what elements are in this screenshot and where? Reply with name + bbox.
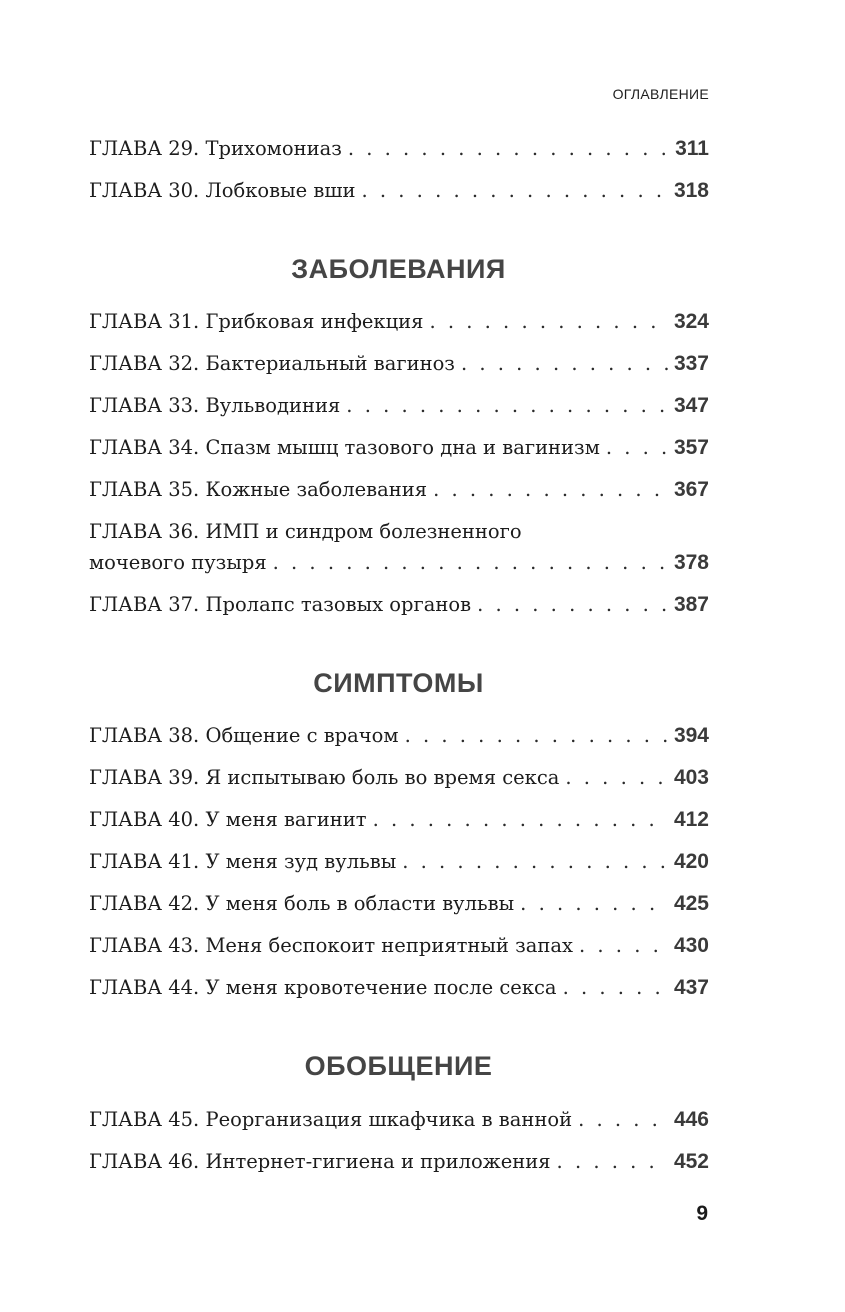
toc-entry-page: 378 <box>673 551 709 574</box>
toc-entry-46[interactable] <box>89 1150 709 1174</box>
toc-entry-35[interactable] <box>89 478 709 502</box>
dot-leader <box>557 1150 668 1174</box>
toc-entry-43[interactable] <box>89 934 709 958</box>
dot-leader <box>405 724 668 748</box>
toc-entry-title: мочевого пузыря <box>89 551 267 574</box>
toc-entry-title: ГЛАВА 34. Спазм мышц тазового дна и вагинизм <box>89 436 600 459</box>
toc-entry-page: 394 <box>673 724 709 747</box>
toc-entry-page: 357 <box>673 436 709 459</box>
toc-entry-36-line1[interactable]: ГЛАВА 36. ИМП и синдром болезненного <box>89 520 522 543</box>
toc-entry-title: ГЛАВА 46. Интернет-гигиена и приложения <box>89 1150 551 1173</box>
dot-leader <box>578 1108 668 1132</box>
toc-entry-36[interactable] <box>89 551 709 575</box>
dot-leader <box>433 478 668 502</box>
toc-entry-page: 425 <box>673 892 709 915</box>
toc-entry-page: 412 <box>673 808 709 831</box>
toc-entry-page: 311 <box>675 137 709 160</box>
toc-entry-title: ГЛАВА 38. Общение с врачом <box>89 724 399 747</box>
toc-entry-title: ГЛАВА 29. Трихомониаз <box>89 137 342 160</box>
toc-entry-title: ГЛАВА 43. Меня беспокоит неприятный запах <box>89 934 574 957</box>
dot-leader <box>348 137 669 161</box>
dot-leader <box>477 593 668 617</box>
toc-entry-41[interactable] <box>89 850 709 874</box>
toc-entry-title: ГЛАВА 45. Реорганизация шкафчика в ванной <box>89 1108 573 1131</box>
toc-entry-30[interactable] <box>89 179 709 203</box>
toc-entry-page: 452 <box>673 1150 709 1173</box>
toc-entry-title: ГЛАВА 31. Грибковая инфекция <box>89 310 424 333</box>
section-heading-diseases: ЗАБОЛЕВАНИЯ <box>291 254 506 284</box>
dot-leader <box>579 934 668 958</box>
toc-entry-title: ГЛАВА 33. Вульводиния <box>89 394 341 417</box>
toc-entry-42[interactable] <box>89 892 709 916</box>
toc-entry-title: ГЛАВА 35. Кожные заболевания <box>89 478 428 501</box>
toc-entry-34[interactable] <box>89 436 709 460</box>
toc-entry-title: ГЛАВА 44. У меня кровотечение после секса <box>89 976 557 999</box>
toc-entry-title: ГЛАВА 37. Пролапс тазовых органов <box>89 593 472 616</box>
running-header: ОГЛАВЛЕНИЕ <box>612 86 709 102</box>
toc-entry-page: 430 <box>673 934 709 957</box>
section-heading-symptoms: СИМПТОМЫ <box>313 668 484 698</box>
toc-entry-title: ГЛАВА 32. Бактериальный вагиноз <box>89 352 455 375</box>
toc-entry-31[interactable] <box>89 310 709 334</box>
toc-entry-44[interactable] <box>89 976 709 1000</box>
toc-entry-title: ГЛАВА 41. У меня зуд вульвы <box>89 850 397 873</box>
toc-entry-page: 437 <box>673 976 709 999</box>
dot-leader <box>373 808 668 832</box>
toc-entry-page: 318 <box>673 179 709 202</box>
toc-entry-title: ГЛАВА 40. У меня вагинит <box>89 808 367 831</box>
page-number: 9 <box>696 1202 708 1225</box>
dot-leader <box>429 310 668 334</box>
dot-leader <box>563 976 668 1000</box>
dot-leader <box>402 850 668 874</box>
toc-entry-page: 420 <box>673 850 709 873</box>
toc-entry-37[interactable] <box>89 593 709 617</box>
toc-entry-38[interactable] <box>89 724 709 748</box>
dot-leader <box>520 892 668 916</box>
dot-leader <box>273 551 668 575</box>
toc-entry-40[interactable] <box>89 808 709 832</box>
toc-entry-page: 446 <box>673 1108 709 1131</box>
toc-entry-page: 367 <box>673 478 709 501</box>
dot-leader <box>606 436 668 460</box>
toc-entry-page: 324 <box>673 310 709 333</box>
toc-entry-page: 387 <box>673 593 709 616</box>
dot-leader <box>346 394 668 418</box>
toc-entry-29[interactable] <box>89 137 709 161</box>
toc-entry-32[interactable] <box>89 352 709 376</box>
toc-entry-33[interactable] <box>89 394 709 418</box>
section-heading-summary: ОБОБЩЕНИЕ <box>304 1051 493 1081</box>
toc-entry-page: 337 <box>673 352 709 375</box>
toc-entry-page: 347 <box>673 394 709 417</box>
toc-entry-page: 403 <box>673 766 709 789</box>
toc-entry-title: ГЛАВА 30. Лобковые вши <box>89 179 356 202</box>
dot-leader <box>565 766 668 790</box>
dot-leader <box>461 352 668 376</box>
toc-entry-39[interactable] <box>89 766 709 790</box>
toc-entry-45[interactable] <box>89 1108 709 1132</box>
dot-leader <box>361 179 667 203</box>
toc-entry-title: ГЛАВА 42. У меня боль в области вульвы <box>89 892 515 915</box>
toc-entry-title: ГЛАВА 39. Я испытываю боль во время секса <box>89 766 560 789</box>
